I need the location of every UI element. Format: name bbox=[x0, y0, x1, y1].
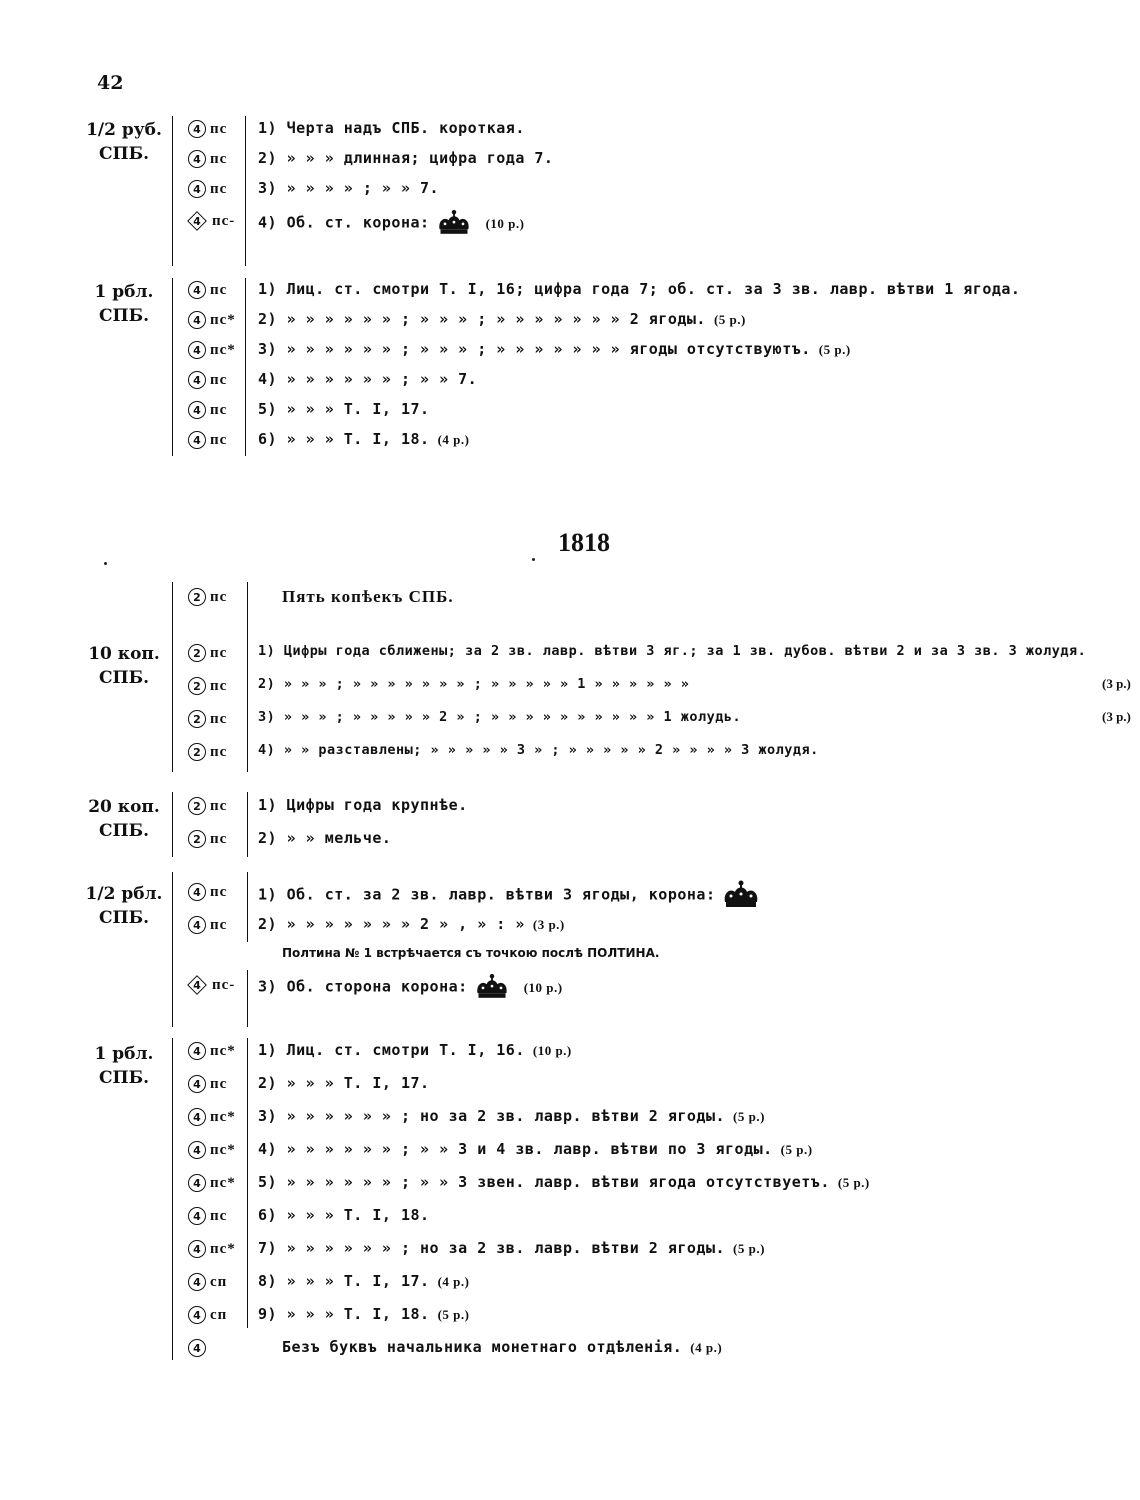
denomination-value: 20 коп. bbox=[88, 797, 160, 817]
mint-mark bbox=[188, 120, 227, 138]
mint-mark bbox=[188, 1174, 236, 1192]
list-item bbox=[0, 1137, 1140, 1165]
row-text: 1) Черта надъ СПБ. короткая. bbox=[258, 119, 525, 137]
row-text: 1) Лиц. ст. смотри Т. I, 16. (10 р.) bbox=[258, 1041, 572, 1059]
circle-number-icon: 4 bbox=[188, 1306, 206, 1324]
footnote bbox=[0, 942, 1140, 970]
row-text: 6) » » » Т. I, 18. bbox=[258, 1206, 430, 1224]
circle-number-icon: 4 bbox=[188, 1240, 206, 1258]
denomination-mint: СПБ. bbox=[98, 144, 150, 164]
denomination-value: 10 коп. bbox=[88, 644, 160, 664]
diamond-number-icon: 4 bbox=[186, 974, 208, 996]
price-label: (5 р.) bbox=[818, 342, 851, 357]
circle-number-icon: 2 bbox=[188, 710, 206, 728]
circle-number-icon: 4 bbox=[188, 371, 206, 389]
circle-number-icon: 4 bbox=[188, 341, 206, 359]
circle-number-icon: 2 bbox=[188, 743, 206, 761]
mark-code: пс bbox=[210, 710, 228, 727]
mark-code: пс* bbox=[210, 1141, 236, 1158]
circle-number-icon: 4 bbox=[188, 1339, 206, 1357]
year-heading: 1818 bbox=[558, 528, 610, 557]
row-text: 2) » » » » » » » 2 » , » : » (3 р.) bbox=[258, 915, 565, 933]
circle-number-icon: 4 bbox=[188, 1174, 206, 1192]
list-item bbox=[0, 706, 1140, 734]
mint-mark bbox=[188, 371, 227, 389]
row-text: 3) » » » ; » » » » » 2 » ; » » » » » » » » » » 1 жолудь. bbox=[258, 709, 742, 725]
circle-number-icon: 4 bbox=[188, 1207, 206, 1225]
mint-mark bbox=[188, 1273, 227, 1291]
mark-code: пс bbox=[210, 830, 228, 847]
mint-mark bbox=[188, 916, 227, 934]
list-item bbox=[0, 146, 1140, 174]
circle-number-icon: 4 bbox=[188, 916, 206, 934]
circle-number-icon: 2 bbox=[188, 797, 206, 815]
mark-code: сп bbox=[210, 1273, 228, 1290]
price-label: (5 р.) bbox=[837, 1175, 870, 1190]
mark-code: пс* bbox=[210, 341, 236, 358]
circle-number-icon: 4 bbox=[188, 1108, 206, 1126]
circle-number-icon: 4 bbox=[188, 150, 206, 168]
list-item bbox=[0, 879, 1140, 907]
mint-mark bbox=[188, 341, 236, 359]
mint-mark bbox=[188, 150, 227, 168]
list-item bbox=[0, 116, 1140, 144]
row-text: 1) Цифры года сближены; за 2 зв. лавр. вѣтви 3 яг.; за 1 зв. дубов. вѣтви 2 и за 3 зв. 3 жолудя. bbox=[258, 643, 1087, 659]
list-item bbox=[0, 277, 1140, 305]
mark-code: пс bbox=[210, 1207, 228, 1224]
circle-number-icon: 4 bbox=[188, 1273, 206, 1291]
row-text: 3) » » » » ; » » 7. bbox=[258, 179, 440, 197]
mark-code: пс- bbox=[212, 212, 236, 229]
mint-mark bbox=[188, 883, 227, 901]
row-text: 7) » » » » » » ; но за 2 зв. лавр. вѣтви 2 ягоды. (5 р.) bbox=[258, 1239, 765, 1257]
mint-mark bbox=[188, 797, 227, 815]
mint-mark bbox=[188, 830, 227, 848]
list-item bbox=[0, 1236, 1140, 1264]
list-item bbox=[0, 1302, 1140, 1330]
mint-mark bbox=[188, 210, 235, 232]
list-item bbox=[0, 1335, 1140, 1363]
list-item bbox=[0, 1038, 1140, 1066]
mint-mark bbox=[188, 180, 227, 198]
list-item bbox=[0, 427, 1140, 455]
price-label: (10 р.) bbox=[485, 215, 525, 231]
list-item bbox=[0, 970, 1140, 998]
price-label: (4 р.) bbox=[437, 1274, 470, 1289]
denomination-mint: СПБ. bbox=[98, 306, 150, 326]
row-text: 3) » » » » » » ; » » » ; » » » » » » » ягоды отсутствуютъ. (5 р.) bbox=[258, 340, 851, 358]
circle-number-icon: 2 bbox=[188, 677, 206, 695]
price-label: (5 р.) bbox=[780, 1142, 813, 1157]
mint-mark bbox=[188, 1207, 227, 1225]
denomination-value: 1 рбл. bbox=[94, 1044, 154, 1064]
list-item bbox=[0, 397, 1140, 425]
row-text: 1) Цифры года крупнѣе. bbox=[258, 796, 468, 814]
mint-mark bbox=[188, 710, 227, 728]
mark-code: пс bbox=[210, 588, 228, 605]
circle-number-icon: 2 bbox=[188, 830, 206, 848]
crown-icon bbox=[721, 879, 761, 911]
row-text: 5) » » » Т. I, 17. bbox=[258, 400, 430, 418]
mark-code: пс bbox=[210, 150, 228, 167]
mint-mark bbox=[188, 1240, 236, 1258]
mark-code: пс bbox=[210, 371, 228, 388]
price-label: (3 р.) bbox=[1102, 709, 1131, 724]
denomination-mint: СПБ. bbox=[98, 821, 150, 841]
list-item bbox=[0, 739, 1140, 767]
mark-code: пс bbox=[210, 120, 228, 137]
price-label: (3 р.) bbox=[532, 917, 565, 932]
price-label: (4 р.) bbox=[690, 1340, 723, 1355]
mark-code: пс bbox=[210, 743, 228, 760]
list-item bbox=[0, 912, 1140, 940]
price-label: (5 р.) bbox=[713, 312, 746, 327]
circle-number-icon: 2 bbox=[188, 588, 206, 606]
circle-number-icon: 4 bbox=[188, 1042, 206, 1060]
list-item bbox=[0, 793, 1140, 821]
mark-code: пс bbox=[210, 431, 228, 448]
circle-number-icon: 4 bbox=[188, 120, 206, 138]
price-label: (5 р.) bbox=[733, 1241, 765, 1256]
page-number: 42 bbox=[97, 72, 124, 94]
circle-number-icon: 4 bbox=[188, 281, 206, 299]
mark-code: пс bbox=[210, 797, 228, 814]
mark-code: пс* bbox=[210, 1108, 236, 1125]
mark-code: пс bbox=[210, 677, 228, 694]
mint-mark bbox=[188, 974, 235, 996]
row-text: 4) Об. ст. корона: (10 р.) bbox=[258, 209, 524, 237]
denomination-value: 1/2 рбл. bbox=[85, 884, 163, 904]
mark-code: пс* bbox=[210, 1240, 236, 1257]
mint-mark bbox=[188, 1339, 210, 1357]
list-item bbox=[0, 673, 1140, 701]
row-text: 6) » » » Т. I, 18. (4 р.) bbox=[258, 430, 470, 448]
row-text: Пять копѣекъ СПБ. bbox=[282, 587, 454, 606]
list-item bbox=[0, 640, 1140, 668]
list-item bbox=[0, 1104, 1140, 1132]
mint-mark bbox=[188, 431, 227, 449]
row-text: Безъ буквъ начальника монетнаго отдѣленія. (4 р.) bbox=[282, 1338, 723, 1356]
mint-mark bbox=[188, 1075, 227, 1093]
mark-code: пс bbox=[210, 644, 228, 661]
row-text: 4) » » » » » » ; » » 7. bbox=[258, 370, 478, 388]
denomination-value: 1/2 руб. bbox=[86, 120, 162, 140]
row-text: 2) » » » Т. I, 17. bbox=[258, 1074, 430, 1092]
circle-number-icon: 4 bbox=[188, 1141, 206, 1159]
row-text: 2) » » мельче. bbox=[258, 829, 392, 847]
row-text: 4) » » разставлены; » » » » » 3 » ; » » » » » 2 » » » » 3 жолудя. bbox=[258, 742, 819, 758]
denomination-mint: СПБ. bbox=[98, 908, 150, 928]
denomination-mint: СПБ. bbox=[98, 1068, 150, 1088]
row-text: 3) Об. сторона корона: (10 р.) bbox=[258, 973, 563, 1001]
mark-code: пс- bbox=[212, 976, 236, 993]
circle-number-icon: 4 bbox=[188, 311, 206, 329]
list-item bbox=[0, 206, 1140, 234]
mint-mark bbox=[188, 677, 227, 695]
mark-code: сп bbox=[210, 1306, 228, 1323]
row-text: 2) » » » длинная; цифра года 7. bbox=[258, 149, 554, 167]
price-label: (5 р.) bbox=[437, 1307, 470, 1322]
mint-mark bbox=[188, 588, 227, 606]
circle-number-icon: 4 bbox=[188, 431, 206, 449]
mint-mark bbox=[188, 644, 227, 662]
price-label: (4 р.) bbox=[437, 432, 470, 447]
list-item bbox=[0, 1203, 1140, 1231]
list-item bbox=[0, 1170, 1140, 1198]
mint-mark bbox=[188, 1042, 236, 1060]
row-text: 1) Об. ст. за 2 зв. лавр. вѣтви 3 ягоды, корона: bbox=[258, 879, 767, 911]
row-text: 2) » » » ; » » » » » » » ; » » » » » 1 » » » » » » bbox=[258, 676, 690, 692]
price-label: (5 р.) bbox=[733, 1109, 765, 1124]
mark-code: пс bbox=[210, 180, 228, 197]
denomination-mint: СПБ. bbox=[98, 668, 150, 688]
circle-number-icon: 4 bbox=[188, 180, 206, 198]
list-item bbox=[0, 337, 1140, 365]
mint-mark bbox=[188, 311, 236, 329]
list-item bbox=[0, 176, 1140, 204]
row-text: 2) » » » » » » ; » » » ; » » » » » » » 2 ягоды. (5 р.) bbox=[258, 310, 746, 328]
mark-code: пс bbox=[210, 1075, 228, 1092]
circle-number-icon: 2 bbox=[188, 644, 206, 662]
row-text: 4) » » » » » » ; » » 3 и 4 зв. лавр. вѣтви по 3 ягоды. (5 р.) bbox=[258, 1140, 813, 1158]
circle-number-icon: 4 bbox=[188, 883, 206, 901]
mint-mark bbox=[188, 743, 227, 761]
list-item bbox=[0, 307, 1140, 335]
mark-code: пс bbox=[210, 401, 228, 418]
mark-code: пс* bbox=[210, 311, 236, 328]
row-text: 9) » » » Т. I, 18. (5 р.) bbox=[258, 1305, 470, 1323]
mint-mark bbox=[188, 1108, 236, 1126]
circle-number-icon: 4 bbox=[188, 1075, 206, 1093]
crown-icon bbox=[436, 209, 472, 237]
row-text: 5) » » » » » » ; » » 3 звен. лавр. вѣтви ягода отсутствуетъ. (5 р.) bbox=[258, 1173, 870, 1191]
mark-code: пс bbox=[210, 281, 228, 298]
mint-mark bbox=[188, 401, 227, 419]
list-item bbox=[0, 1071, 1140, 1099]
row-text: 3) » » » » » » ; но за 2 зв. лавр. вѣтви 2 ягоды. (5 р.) bbox=[258, 1107, 765, 1125]
price-label: (10 р.) bbox=[532, 1043, 572, 1058]
print-speck bbox=[532, 558, 535, 561]
mint-mark bbox=[188, 1141, 236, 1159]
list-item bbox=[0, 1269, 1140, 1297]
mark-code: пс bbox=[210, 916, 228, 933]
crown-icon bbox=[474, 973, 510, 1001]
mark-code: пс bbox=[210, 883, 228, 900]
list-item bbox=[0, 826, 1140, 854]
footnote-text: Полтина № 1 встрѣчается съ точкою послѣ ПОЛТИНА. bbox=[282, 946, 660, 960]
list-item bbox=[0, 367, 1140, 395]
row-text: 8) » » » Т. I, 17. (4 р.) bbox=[258, 1272, 470, 1290]
mint-mark bbox=[188, 1306, 227, 1324]
mark-code: пс* bbox=[210, 1174, 236, 1191]
list-item bbox=[0, 584, 1140, 612]
diamond-number-icon: 4 bbox=[186, 210, 208, 232]
price-label: (10 р.) bbox=[523, 979, 563, 995]
row-text: 1) Лиц. ст. смотри Т. I, 16; цифра года 7; об. ст. за 3 зв. лавр. вѣтви 1 ягода. bbox=[258, 280, 1021, 298]
circle-number-icon: 4 bbox=[188, 401, 206, 419]
mark-code: пс* bbox=[210, 1042, 236, 1059]
price-label: (3 р.) bbox=[1102, 676, 1131, 691]
denomination-value: 1 рбл. bbox=[94, 282, 154, 302]
print-speck bbox=[104, 562, 107, 565]
mint-mark bbox=[188, 281, 227, 299]
